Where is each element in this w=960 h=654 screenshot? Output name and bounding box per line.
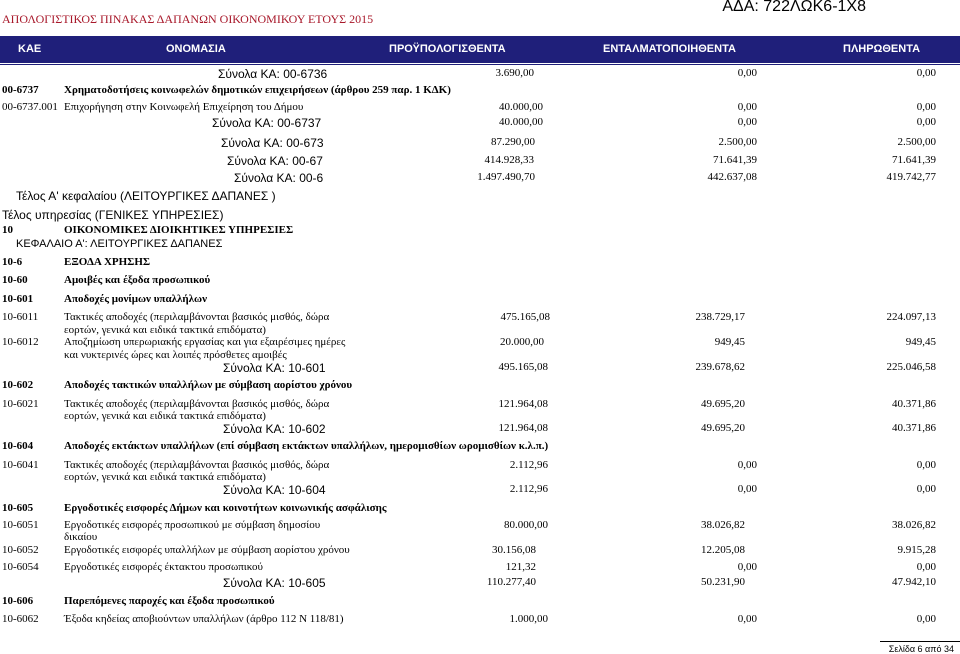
total-paid: 71.641,39 <box>892 154 936 166</box>
row-name-line2: και νυκτερινές ώρες και λοιπές πρόσθετες αμοιβές <box>64 349 287 361</box>
total-paid: 225.046,58 <box>886 361 936 373</box>
total-committed: 0,00 <box>737 67 757 79</box>
row-code: 10-6054 <box>2 561 39 573</box>
total-committed: 2.500,00 <box>718 136 757 148</box>
row-name-line2: δικαίου <box>64 531 98 543</box>
ada-code: ΑΔΑ: 722ΛΩΚ6-1Χ8 <box>722 0 866 15</box>
total-paid: 0,00 <box>916 483 936 495</box>
total-label: Σύνολα ΚΑ: 10-604 <box>223 483 326 497</box>
total-label: Σύνολα ΚΑ: 00-6737 <box>212 116 322 130</box>
row-code: 10-6052 <box>2 544 39 556</box>
end-chapter-label: Τέλος Α' κεφαλαίου (ΛΕΙΤΟΥΡΓΙΚΕΣ ΔΑΠΑΝΕΣ ) <box>16 189 276 203</box>
row-name-line1: Τακτικές αποδοχές (περιλαμβάνονται βασικός μισθός, δώρα <box>64 311 330 323</box>
row-budgeted: 80.000,00 <box>504 519 548 531</box>
col-committed: ΕΝΤΑΛΜΑΤΟΠΟΙΗΘΕΝΤΑ <box>603 43 736 55</box>
group-name: Εργοδοτικές εισφορές Δήμων και κοινοτήτων κοινωνικής ασφάλισης <box>64 502 387 514</box>
group-name: Παρεπόμενες παροχές και έξοδα προσωπικού <box>64 595 275 607</box>
row-name: Έξοδα κηδείας αποβιούντων υπαλλήλων (άρθρο 112 Ν 118/81) <box>64 613 344 625</box>
total-label: Σύνολα ΚΑ: 10-605 <box>223 576 326 590</box>
table-header <box>0 36 960 63</box>
col-budgeted: ΠΡΟΫΠΟΛΟΓΙΣΘΕΝΤΑ <box>389 43 506 55</box>
row-paid: 224.097,13 <box>886 311 936 323</box>
row-committed: 0,00 <box>737 459 757 471</box>
row-committed: 0,00 <box>737 613 757 625</box>
total-committed: 0,00 <box>737 483 757 495</box>
group-code: 10-60 <box>2 274 28 286</box>
row-name-line1: Εργοδοτικές εισφορές προσωπικού με σύμβαση δημοσίου <box>64 519 321 531</box>
row-code: 10-6021 <box>2 398 39 410</box>
group-name: Αποδοχές μονίμων υπαλλήλων <box>64 293 208 305</box>
chapter-heading: ΚΕΦΑΛΑΙΟ Α': ΛΕΙΤΟΥΡΓΙΚΕΣ ΔΑΠΑΝΕΣ <box>16 238 223 250</box>
row-name: Εργοδοτικές εισφορές υπαλλήλων με σύμβαση αορίστου χρόνου <box>64 544 350 556</box>
service-code: 10 <box>2 224 13 236</box>
row-name-line2: εορτών, γενικά και ειδικά τακτικά επιδόματα) <box>64 324 266 336</box>
total-committed: 0,00 <box>737 116 757 128</box>
row-committed: 949,45 <box>714 336 745 348</box>
group-code: 10-605 <box>2 502 34 514</box>
row-budgeted: 1.000,00 <box>509 613 548 625</box>
row-code: 10-6041 <box>2 459 39 471</box>
row-paid: 0,00 <box>916 101 936 113</box>
total-label: Σύνολα ΚΑ: 00-6 <box>234 171 324 185</box>
service-name: ΟΙΚΟΝΟΜΙΚΕΣ ΔΙΟΙΚΗΤΙΚΕΣ ΥΠΗΡΕΣΙΕΣ <box>64 224 294 236</box>
total-budgeted: 121.964,08 <box>498 422 548 434</box>
total-committed: 49.695,20 <box>701 422 745 434</box>
total-budgeted: 2.112,96 <box>509 483 548 495</box>
row-name: Εργοδοτικές εισφορές έκτακτου προσωπικού <box>64 561 263 573</box>
total-budgeted: 414.928,33 <box>484 154 534 166</box>
col-name: ΟΝΟΜΑΣΙΑ <box>166 43 226 55</box>
page-number: Σελίδα 6 από 34 <box>888 644 954 654</box>
row-paid: 0,00 <box>916 561 936 573</box>
total-label: Σύνολα ΚΑ: 10-602 <box>223 422 326 436</box>
total-committed: 239.678,62 <box>695 361 745 373</box>
total-paid: 0,00 <box>916 116 936 128</box>
total-committed: 50.231,90 <box>701 576 745 588</box>
total-committed: 71.641,39 <box>713 154 757 166</box>
row-budgeted: 40.000,00 <box>499 101 543 113</box>
group-name: Αποδοχές τακτικών υπαλλήλων με σύμβαση αορίστου χρόνου <box>64 379 353 391</box>
row-paid: 949,45 <box>905 336 936 348</box>
total-label: Σύνολα ΚΑ: 00-673 <box>221 136 324 150</box>
row-committed: 49.695,20 <box>701 398 745 410</box>
total-budgeted: 87.290,00 <box>491 136 535 148</box>
total-paid: 2.500,00 <box>897 136 936 148</box>
row-committed: 238.729,17 <box>695 311 745 323</box>
row-budgeted: 30.156,08 <box>492 544 536 556</box>
total-committed: 442.637,08 <box>707 171 757 183</box>
row-budgeted: 121.964,08 <box>498 398 548 410</box>
total-paid: 40.371,86 <box>892 422 936 434</box>
group-name: Αποδοχές εκτάκτων υπαλλήλων (επί σύμβαση εκτάκτων υπαλλήλων, ημερομισθίων ωρομισθίων κ.λ.π.) <box>64 440 549 452</box>
group-code: 10-604 <box>2 440 34 452</box>
col-paid: ΠΛΗΡΩΘΕΝΤΑ <box>843 43 921 55</box>
row-code: 10-6051 <box>2 519 39 531</box>
row-paid: 0,00 <box>916 459 936 471</box>
total-paid: 419.742,77 <box>886 171 936 183</box>
row-paid: 40.371,86 <box>892 398 936 410</box>
total-paid: 47.942,10 <box>892 576 936 588</box>
row-paid: 0,00 <box>916 613 936 625</box>
total-paid: 0,00 <box>916 67 936 79</box>
col-kae: ΚΑΕ <box>18 43 42 55</box>
total-budgeted: 3.690,00 <box>495 67 534 79</box>
row-code: 00-6737.001 <box>2 101 58 113</box>
group-name: Χρηματοδοτήσεις κοινωφελών δημοτικών επιχειρήσεων (άρθρου 259 παρ. 1 ΚΔΚ) <box>64 84 451 96</box>
group-name: ΕΞΟΔΑ ΧΡΗΣΗΣ <box>64 256 151 268</box>
group-name: Αμοιβές και έξοδα προσωπικού <box>64 274 211 286</box>
row-budgeted: 121,32 <box>505 561 536 573</box>
row-name-line2: εορτών, γενικά και ειδικά τακτικά επιδόματα) <box>64 471 266 483</box>
group-code: 00-6737 <box>2 84 39 96</box>
group-code: 10-6 <box>2 256 23 268</box>
row-code: 10-6011 <box>2 311 39 323</box>
total-label: Σύνολα ΚΑ: 00-67 <box>227 154 323 168</box>
group-code: 10-601 <box>2 293 34 305</box>
row-paid: 38.026,82 <box>892 519 936 531</box>
row-name-line1: Αποζημίωση υπερωριακής εργασίας και για εξαιρέσιμες ημέρες <box>64 336 346 348</box>
footer-rule <box>880 641 960 642</box>
document-title: ΑΠΟΛΟΓΙΣΤΙΚΟΣ ΠΙΝΑΚΑΣ ΔΑΠΑΝΩΝ ΟΙΚΟΝΟΜΙΚΟΥ ΕΤΟΥΣ 2015 <box>2 12 374 26</box>
row-committed: 0,00 <box>737 561 757 573</box>
total-budgeted: 110.277,40 <box>486 576 536 588</box>
row-code: 10-6062 <box>2 613 39 625</box>
row-budgeted: 20.000,00 <box>500 336 544 348</box>
end-service-label: Τέλος υπηρεσίας (ΓΕΝΙΚΕΣ ΥΠΗΡΕΣΙΕΣ) <box>2 208 224 222</box>
group-code: 10-602 <box>2 379 34 391</box>
row-name-line1: Τακτικές αποδοχές (περιλαμβάνονται βασικός μισθός, δώρα <box>64 459 330 471</box>
group-code: 10-606 <box>2 595 34 607</box>
row-budgeted: 475.165,08 <box>500 311 550 323</box>
total-label: Σύνολα ΚΑ: 00-6736 <box>218 67 328 81</box>
row-name-line2: εορτών, γενικά και ειδικά τακτικά επιδόματα) <box>64 410 266 422</box>
row-budgeted: 2.112,96 <box>509 459 548 471</box>
total-label: Σύνολα ΚΑ: 10-601 <box>223 361 326 375</box>
total-budgeted: 1.497.490,70 <box>477 171 535 183</box>
row-name: Επιχορήγηση στην Κοινωφελή Επιχείρηση του Δήμου <box>64 101 304 113</box>
row-committed: 12.205,08 <box>701 544 745 556</box>
total-budgeted: 495.165,08 <box>498 361 548 373</box>
row-committed: 0,00 <box>737 101 757 113</box>
row-name-line1: Τακτικές αποδοχές (περιλαμβάνονται βασικός μισθός, δώρα <box>64 398 330 410</box>
row-committed: 38.026,82 <box>701 519 745 531</box>
row-paid: 9.915,28 <box>897 544 936 556</box>
row-code: 10-6012 <box>2 336 39 348</box>
total-budgeted: 40.000,00 <box>499 116 543 128</box>
